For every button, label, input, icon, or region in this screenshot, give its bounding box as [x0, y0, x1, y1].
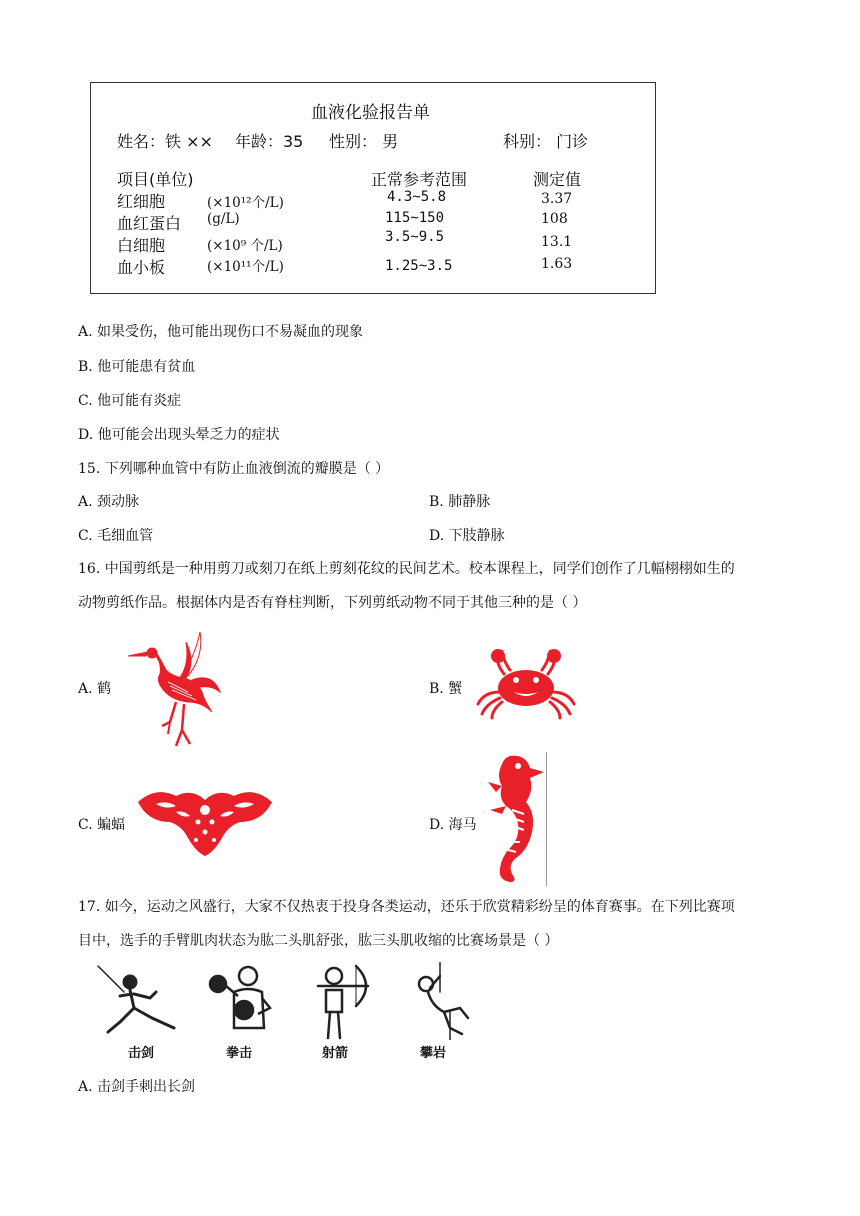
sport-label: 攀岩 [420, 1046, 447, 1061]
row-range: 3.5~9.5 [385, 229, 445, 245]
patient-name: 姓名：铁 ×× [117, 132, 213, 151]
row-range: 115~150 [385, 210, 445, 226]
seahorse-papercut-image [482, 752, 548, 886]
q17-stem-line1: 17. 如今，运动之风盛行，大家不仅热衷于投身各类运动，还乐于欣赏精彩纷呈的体育赛事。在下列比赛项 [78, 899, 735, 915]
row-range: 1.25~3.5 [385, 258, 453, 274]
q16-stem-line1: 16. 中国剪纸是一种用剪刀或刻刀在纸上剪刻花纹的民间艺术。校本课程上，同学们创作了几幅栩栩如生的 [78, 561, 735, 577]
sport-label: 拳击 [226, 1046, 253, 1061]
crab-papercut-image [474, 648, 578, 720]
report-title: 血液化验报告单 [311, 103, 430, 123]
col-range-header: 正常参考范围 [371, 170, 468, 189]
row-unit: (×10¹²个/L) [207, 195, 284, 211]
q16-option-a[interactable]: A. 鹤 [78, 681, 112, 697]
row-unit: (g/L) [207, 211, 240, 227]
patient-dept: 科别： 门诊 [503, 132, 589, 151]
q16-stem-line2: 动物剪纸作品。根据体内是否有脊柱判断，下列剪纸动物不同于其他三种的是（ ） [78, 595, 587, 611]
q15-option-c[interactable]: C. 毛细血管 [78, 528, 154, 544]
crane-papercut-image [126, 622, 226, 750]
fencing-figure-icon [84, 962, 184, 1040]
sports-figures-image [84, 962, 484, 1062]
sport-label: 击剑 [128, 1046, 155, 1061]
boxing-figure-icon [204, 962, 284, 1040]
patient-gender: 性别： 男 [329, 132, 399, 151]
col-value-header: 测定值 [533, 170, 582, 189]
row-unit: (×10¹¹个/L) [207, 259, 284, 275]
q16-option-c[interactable]: C. 蝙蝠 [78, 817, 126, 833]
row-value: 13.1 [541, 234, 573, 250]
q14-option-a[interactable]: A. 如果受伤，他可能出现伤口不易凝血的现象 [78, 324, 364, 340]
row-name: 白细胞 [117, 236, 166, 255]
q16-option-b[interactable]: B. 蟹 [429, 681, 463, 697]
row-value: 108 [541, 211, 568, 227]
q17-stem-line2: 目中，选手的手臂肌肉状态为肱二头肌舒张，肱三头肌收缩的比赛场景是（ ） [78, 933, 559, 949]
climbing-figure-icon [406, 962, 482, 1040]
patient-age: 年龄：35 [235, 132, 304, 151]
row-name: 血小板 [117, 258, 166, 277]
q14-option-d[interactable]: D. 他可能会出现头晕乏力的症状 [78, 427, 280, 443]
q17-option-a[interactable]: A. 击剑手刺出长剑 [78, 1079, 196, 1095]
q14-option-c[interactable]: C. 他可能有炎症 [78, 393, 182, 409]
sport-label: 射箭 [322, 1046, 349, 1061]
row-value: 1.63 [541, 256, 573, 272]
archery-figure-icon [312, 962, 382, 1040]
q15-option-b[interactable]: B. 肺静脉 [429, 494, 491, 510]
q15-stem: 15. 下列哪种血管中有防止血液倒流的瓣膜是（ ） [78, 461, 390, 477]
row-value: 3.37 [541, 191, 573, 207]
q14-option-b[interactable]: B. 他可能患有贫血 [78, 359, 196, 375]
col-item-header: 项目(单位) [117, 170, 194, 189]
row-name: 红细胞 [117, 192, 166, 211]
row-name: 血红蛋白 [117, 214, 182, 233]
q15-option-a[interactable]: A. 颈动脉 [78, 494, 140, 510]
q15-option-d[interactable]: D. 下肢静脉 [429, 528, 505, 544]
row-range: 4.3~5.8 [387, 189, 447, 205]
row-unit: (×10⁹ 个/L) [207, 238, 283, 254]
q16-option-d[interactable]: D. 海马 [429, 817, 477, 833]
blood-report-table [90, 82, 656, 294]
bat-papercut-image [136, 782, 274, 858]
